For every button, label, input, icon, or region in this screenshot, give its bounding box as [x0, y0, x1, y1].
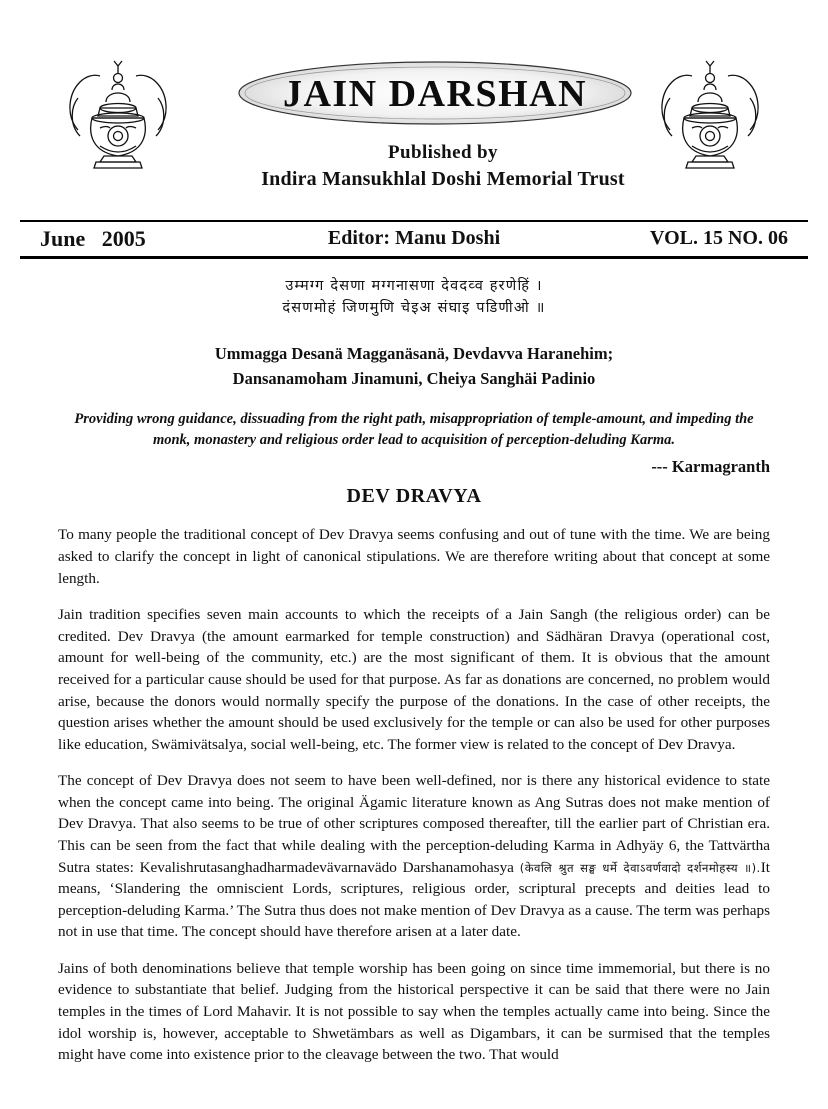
editor-label: Editor: Manu Doshi — [327, 227, 501, 249]
verse-attribution: --- Karmagranth — [651, 457, 770, 477]
article-paragraph-2: Jain tradition specifies seven main accounts to which the receipts of a Jain Sangh (the religious order) can be credited. Dev Dravya (the amount earmarked for temple construction) and Sädhäran Dravya (operational cost, amount for well-being of the community, etc.) are the most significant of them. It is obvious that the amount received for a particular cause should be used for that purpose. As far as donations are concerned, no problem would arise, because the donors would normally specify the purpose of the donations. In the case of other receipts, the question arises whether the amount should be used exclusively for the temple or can also be used for other purposes like education, Swämivätsalya, social well-being, etc. The former view is related to the concept of Dev Dravya. — [58, 606, 770, 753]
volume-number: VOL. 15 NO. 06 — [650, 227, 788, 249]
verse-line-2: दंसणमोहं जिणमुणि चेइअ संघाइ पडिणीओ ॥ — [282, 300, 546, 317]
sanskrit-citation: (केवलि श्रुत सङ्घ धर्मे देवाऽवर्णवादो दर्शनमोहस्य ॥). — [519, 860, 761, 875]
jain-kalash-emblem-left-icon — [64, 56, 172, 176]
article-paragraph-3 — [58, 770, 770, 943]
translit-line-2: Dansanamoham Jinamuni, Cheiya Sanghäi Padinio — [232, 368, 596, 388]
article-paragraph-4: Jains of both denominations believe that temple worship has been going on since time immemorial, but there is no evidence to substantiate that belief. Judging from the historical perspective it can be said that there were no Jain temples in the times of Lord Mahavir. It is not possible to say when the temples actually came into being. Since the idol worship is, however, acceptable to Shwetämbars as well as Digambars, it can be surmised that the temples might have come into existence prior to the cleavage between the two. That would — [58, 959, 770, 1064]
article-body — [58, 524, 770, 1065]
article-paragraph-1: To many people the traditional concept of Dev Dravya seems confusing and out of tune with the time. We are being asked to clarify the concept in light of canonical stipulations. We are therefore writing about that concept at some length. — [58, 526, 770, 587]
masthead — [58, 38, 770, 216]
prakrit-verse — [58, 275, 770, 320]
article-title: DEV DRAVYA — [346, 485, 482, 508]
newsletter-page — [0, 38, 828, 1109]
published-by-label: Published by — [388, 142, 498, 163]
issue-date: June 2005 — [40, 226, 146, 251]
masthead-rule-bottom — [20, 256, 808, 259]
page-content — [58, 275, 770, 1066]
verse-meaning — [58, 409, 770, 451]
verse-line-1: उम्मग्ग देसणा मग्गनासणा देवदव्व हरणेहिं । — [285, 278, 543, 294]
meaning-line-2: monk, monastery and religious order lead to acquisition of perception-deluding Karma. — [152, 432, 676, 449]
publication-title-banner — [236, 60, 634, 126]
verse-transliteration — [58, 342, 770, 392]
meaning-line-1: Providing wrong guidance, dissuading from the right path, misappropriation of temple-amount, and impeding the — [74, 411, 754, 428]
article-paragraph-3-part1: The concept of Dev Dravya does not seem to have been well-defined, nor is there any historical evidence to state when the concept came into being. The original Ägamic literature known as Ang Sutras does not make mention of Dev Dravya. That also seems to be true of other scriptures composed thereafter, till the earlier part of Christian era. This can be seen from the fact that while dealing with the perception-deluding Karma in Adhyäy 6, the Tattvärtha Sutra states: Kevalishrutasanghadharmadevävarnavädo Darshanamohasya — [58, 772, 770, 876]
svg-text:JAIN DARSHAN: JAIN DARSHAN — [282, 73, 588, 115]
trust-name: Indira Mansukhlal Doshi Memorial Trust — [261, 168, 625, 190]
translit-line-1: Ummagga Desanä Magganäsanä, Devdavva Haranehim; — [214, 343, 614, 363]
issue-bar — [20, 222, 808, 256]
article-paragraph-3-part2: It means, ‘Slandering the omniscient Lords, scriptures, religious order, scriptural precepts and deities lead to perception-deluding Karma.’ The Sutra thus does not make mention of Dev Dravya as a cause. The term was perhaps not in use that time. The concept should have therefore arisen at a later date. — [58, 858, 770, 941]
